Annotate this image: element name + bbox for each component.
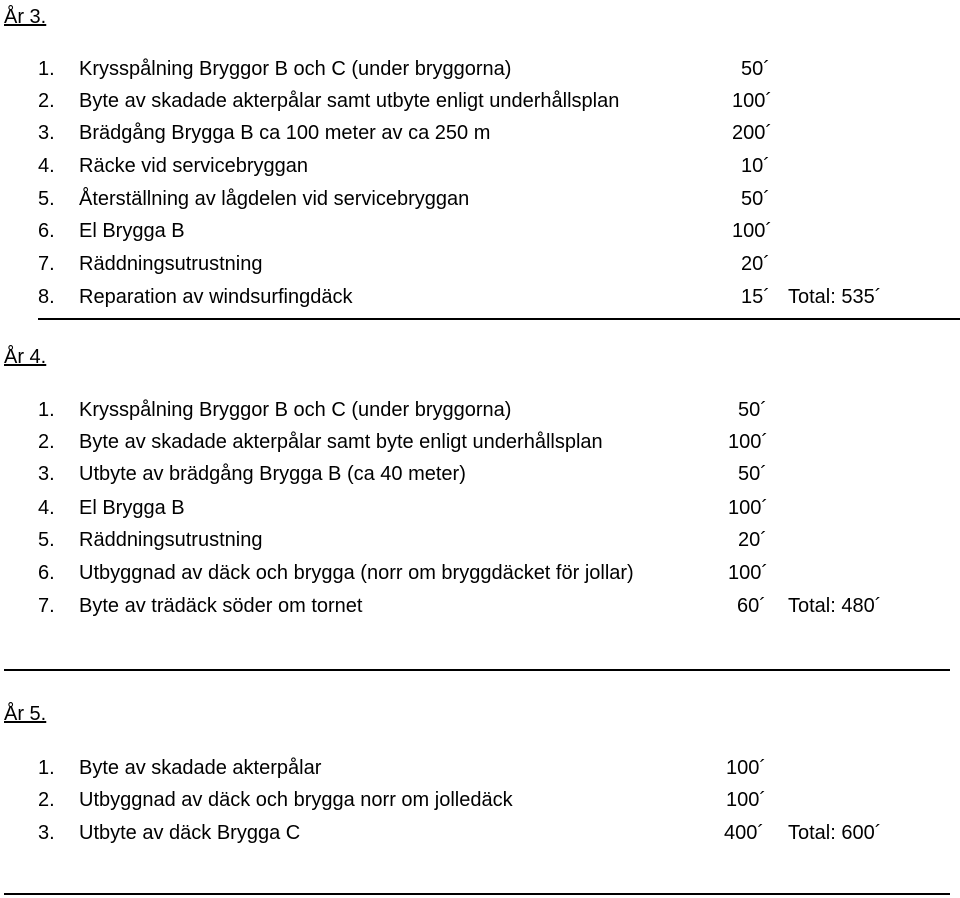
- item-text: El Brygga B: [79, 220, 185, 242]
- item-number: 6.: [38, 562, 55, 584]
- item-text: Utbyggnad av däck och brygga (norr om bryggdäcket för jollar): [79, 562, 634, 584]
- item-number: 7.: [38, 595, 55, 617]
- item-amount: 100´: [728, 562, 769, 584]
- item-number: 1.: [38, 757, 55, 779]
- item-text: Byte av skadade akterpålar samt utbyte enligt underhållsplan: [79, 90, 620, 112]
- item-amount: 100´: [726, 789, 767, 811]
- item-text: Räddningsutrustning: [79, 529, 263, 551]
- item-amount: 50´: [741, 58, 770, 80]
- item-amount: 100´: [728, 431, 769, 453]
- item-number: 4.: [38, 497, 55, 519]
- item-amount: 15´: [741, 286, 770, 308]
- item-number: 3.: [38, 122, 55, 144]
- item-amount: 200´: [732, 122, 773, 144]
- item-number: 3.: [38, 822, 55, 844]
- item-text: Räddningsutrustning: [79, 253, 263, 275]
- section-divider: [4, 669, 950, 671]
- item-text: Reparation av windsurfingdäck: [79, 286, 353, 308]
- item-amount: 100´: [726, 757, 767, 779]
- item-number: 1.: [38, 399, 55, 421]
- item-number: 5.: [38, 529, 55, 551]
- section-heading: År 3.: [4, 6, 47, 28]
- item-number: 8.: [38, 286, 55, 308]
- item-text: Brädgång Brygga B ca 100 meter av ca 250 m: [79, 122, 491, 144]
- item-number: 1.: [38, 58, 55, 80]
- item-text: Byte av trädäck söder om tornet: [79, 595, 363, 617]
- item-number: 4.: [38, 155, 55, 177]
- item-number: 5.: [38, 188, 55, 210]
- item-amount: 400´: [724, 822, 765, 844]
- section-heading: År 5.: [4, 703, 47, 725]
- item-text: Räcke vid servicebryggan: [79, 155, 308, 177]
- item-number: 2.: [38, 789, 55, 811]
- item-text: Återställning av lågdelen vid servicebryggan: [79, 188, 470, 210]
- item-number: 2.: [38, 431, 55, 453]
- item-amount: 50´: [738, 463, 767, 485]
- item-amount: 20´: [738, 529, 767, 551]
- item-text: Byte av skadade akterpålar: [79, 757, 322, 779]
- item-amount: 50´: [738, 399, 767, 421]
- item-amount: 100´: [728, 497, 769, 519]
- item-text: Utbyte av brädgång Brygga B (ca 40 meter): [79, 463, 466, 485]
- item-text: Krysspålning Bryggor B och C (under bryggorna): [79, 58, 512, 80]
- item-text: Byte av skadade akterpålar samt byte enligt underhållsplan: [79, 431, 603, 453]
- section-total: Total: 600´: [788, 822, 882, 844]
- section-heading: År 4.: [4, 346, 47, 368]
- item-amount: 100´: [732, 220, 773, 242]
- item-amount: 100´: [732, 90, 773, 112]
- item-number: 7.: [38, 253, 55, 275]
- item-number: 6.: [38, 220, 55, 242]
- item-amount: 20´: [741, 253, 770, 275]
- item-text: Krysspålning Bryggor B och C (under bryggorna): [79, 399, 512, 421]
- item-text: Utbyggnad av däck och brygga norr om jolledäck: [79, 789, 513, 811]
- item-text: El Brygga B: [79, 497, 185, 519]
- section-divider: [4, 893, 950, 895]
- section-total: Total: 480´: [788, 595, 882, 617]
- item-amount: 60´: [737, 595, 766, 617]
- item-amount: 10´: [741, 155, 770, 177]
- item-amount: 50´: [741, 188, 770, 210]
- section-total: Total: 535´: [788, 286, 882, 308]
- section-divider: [38, 318, 960, 320]
- item-number: 3.: [38, 463, 55, 485]
- item-number: 2.: [38, 90, 55, 112]
- item-text: Utbyte av däck Brygga C: [79, 822, 301, 844]
